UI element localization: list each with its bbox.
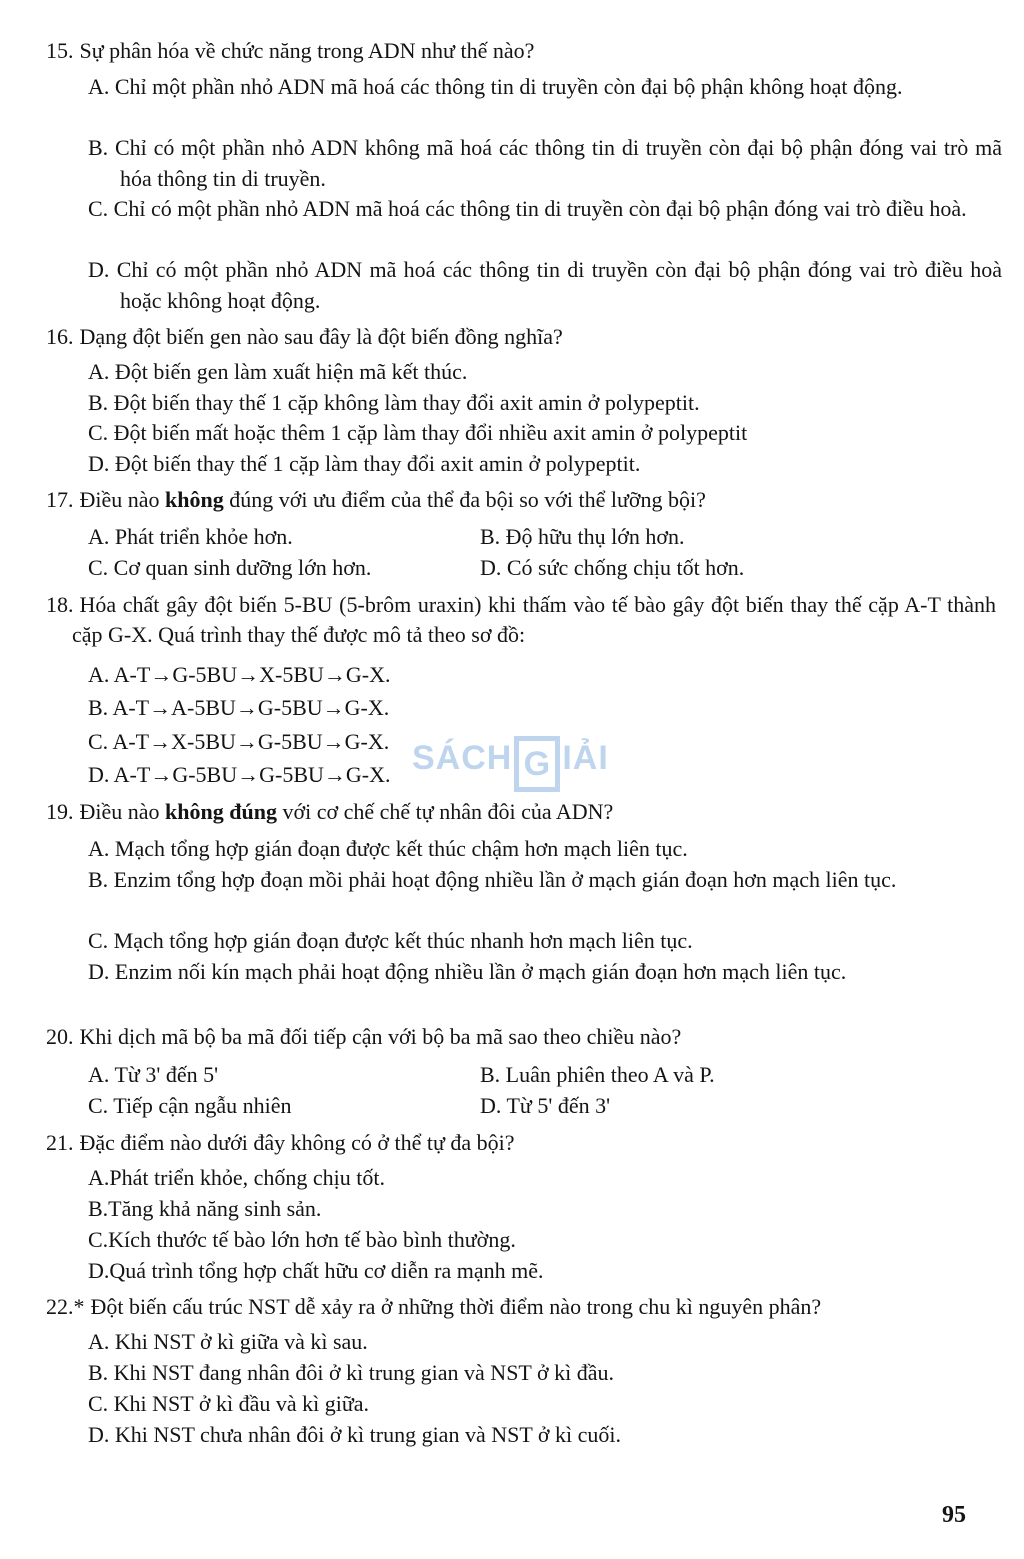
question-number: 18. xyxy=(46,592,74,617)
option-21-d: D.Quá trình tổng hợp chất hữu cơ diễn ra mạnh mẽ. xyxy=(88,1258,544,1283)
option-20-c: C. Tiếp cận ngẫu nhiên xyxy=(88,1093,292,1118)
question-20 xyxy=(46,1022,976,1052)
option-17-c: C. Cơ quan sinh dưỡng lớn hơn. xyxy=(88,555,372,580)
question-text: đúng với ưu điểm của thể đa bội so với thể lưỡng bội? xyxy=(229,487,706,512)
option-22-a: A. Khi NST ở kì giữa và kì sau. xyxy=(88,1329,368,1354)
option-15-c: C. Chỉ có một phần nhỏ ADN mã hoá các thông tin di truyền còn đại bộ phận đóng vai trò điều hoà. xyxy=(88,196,967,221)
option-18-c: C. A-T→X-5BU→G-5BU→G-X. xyxy=(88,729,390,754)
question-number: 17. xyxy=(46,487,74,512)
option-21-b: B.Tăng khả năng sinh sản. xyxy=(88,1196,322,1221)
option-22-c: C. Khi NST ở kì đầu và kì giữa. xyxy=(88,1391,370,1416)
option-17-d: D. Có sức chống chịu tốt hơn. xyxy=(480,555,745,580)
question-text: Đặc điểm nào dưới đây không có ở thể tự đa bội? xyxy=(79,1130,515,1155)
question-number: 16. xyxy=(46,324,74,349)
option-19-b: B. Enzim tổng hợp đoạn mồi phải hoạt động nhiều lần ở mạch gián đoạn hơn mạch liên tục. xyxy=(88,867,897,892)
option-16-d: D. Đột biến thay thế 1 cặp làm thay đổi axit amin ở polypeptit. xyxy=(88,451,641,476)
question-number: 22.* xyxy=(46,1294,85,1319)
question-number: 21. xyxy=(46,1130,74,1155)
question-number: 15. xyxy=(46,38,74,63)
option-17-b: B. Độ hữu thụ lớn hơn. xyxy=(480,524,685,549)
question-text: Hóa chất gây đột biến 5-BU (5-brôm uraxin) khi thấm vào tế bào gây đột biến thay thế cặp A-T thành cặp G-X. Quá trình thay thế được mô tả theo sơ đồ: xyxy=(72,592,996,647)
question-text: Điều nào xyxy=(79,799,160,824)
question-number: 19. xyxy=(46,799,74,824)
question-16 xyxy=(46,322,976,352)
watermark-box-icon xyxy=(514,736,560,792)
question-text: với cơ chế chế tự nhân đôi của ADN? xyxy=(282,799,614,824)
option-15-d: D. Chỉ có một phần nhỏ ADN mã hoá các thông tin di truyền còn đại bộ phận đóng vai trò điều hoà hoặc không hoạt động. xyxy=(88,257,1002,313)
option-20-b: B. Luân phiên theo A và P. xyxy=(480,1062,715,1087)
question-18 xyxy=(46,590,996,650)
question-text: Đột biến cấu trúc NST dễ xảy ra ở những thời điểm nào trong chu kì nguyên phân? xyxy=(90,1294,822,1319)
watermark-box-letter: G xyxy=(523,745,552,783)
watermark-text: SÁCH xyxy=(412,739,513,777)
question-text: Dạng đột biến gen nào sau đây là đột biến đồng nghĩa? xyxy=(79,324,563,349)
option-21-c: C.Kích thước tế bào lớn hơn tế bào bình thường. xyxy=(88,1227,516,1252)
option-16-c: C. Đột biến mất hoặc thêm 1 cặp làm thay đổi nhiều axit amin ở polypeptit xyxy=(88,420,748,445)
question-text: Sự phân hóa về chức năng trong ADN như thế nào? xyxy=(79,38,535,63)
watermark-text: IẢI xyxy=(562,739,609,777)
option-16-b: B. Đột biến thay thế 1 cặp không làm thay đổi axit amin ở polypeptit. xyxy=(88,390,700,415)
question-21 xyxy=(46,1128,976,1158)
question-22 xyxy=(46,1292,996,1322)
question-15 xyxy=(46,36,976,66)
option-18-b: B. A-T→A-5BU→G-5BU→G-X. xyxy=(88,695,390,720)
question-emphasis: không đúng xyxy=(165,799,277,824)
option-20-d: D. Từ 5' đến 3' xyxy=(480,1093,611,1118)
option-19-a: A. Mạch tổng hợp gián đoạn được kết thúc chậm hơn mạch liên tục. xyxy=(88,836,688,861)
watermark-logo xyxy=(412,730,622,810)
question-17 xyxy=(46,485,976,515)
option-20-a: A. Từ 3' đến 5' xyxy=(88,1062,219,1087)
question-text: Điều nào xyxy=(79,487,160,512)
question-emphasis: không xyxy=(165,487,224,512)
question-number: 20. xyxy=(46,1024,74,1049)
option-18-a: A. A-T→G-5BU→X-5BU→G-X. xyxy=(88,662,391,687)
option-17-a: A. Phát triển khỏe hơn. xyxy=(88,524,293,549)
option-15-a: A. Chỉ một phần nhỏ ADN mã hoá các thông tin di truyền còn đại bộ phận không hoạt động. xyxy=(88,74,903,99)
page-number: 95 xyxy=(942,1502,966,1528)
option-19-d: D. Enzim nối kín mạch phải hoạt động nhiều lần ở mạch gián đoạn hơn mạch liên tục. xyxy=(88,959,847,984)
option-22-b: B. Khi NST đang nhân đôi ở kì trung gian và NST ở kì đầu. xyxy=(88,1360,614,1385)
option-21-a: A.Phát triển khỏe, chống chịu tốt. xyxy=(88,1165,385,1190)
option-22-d: D. Khi NST chưa nhân đôi ở kì trung gian và NST ở kì cuối. xyxy=(88,1422,621,1447)
option-19-c: C. Mạch tổng hợp gián đoạn được kết thúc nhanh hơn mạch liên tục. xyxy=(88,928,693,953)
option-18-d: D. A-T→G-5BU→G-5BU→G-X. xyxy=(88,762,391,787)
option-16-a: A. Đột biến gen làm xuất hiện mã kết thúc. xyxy=(88,359,468,384)
question-text: Khi dịch mã bộ ba mã đối tiếp cận với bộ ba mã sao theo chiều nào? xyxy=(79,1024,682,1049)
option-15-b: B. Chỉ có một phần nhỏ ADN không mã hoá các thông tin di truyền còn đại bộ phận đóng vai trò mã hóa thông tin di truyền. xyxy=(88,135,1002,191)
